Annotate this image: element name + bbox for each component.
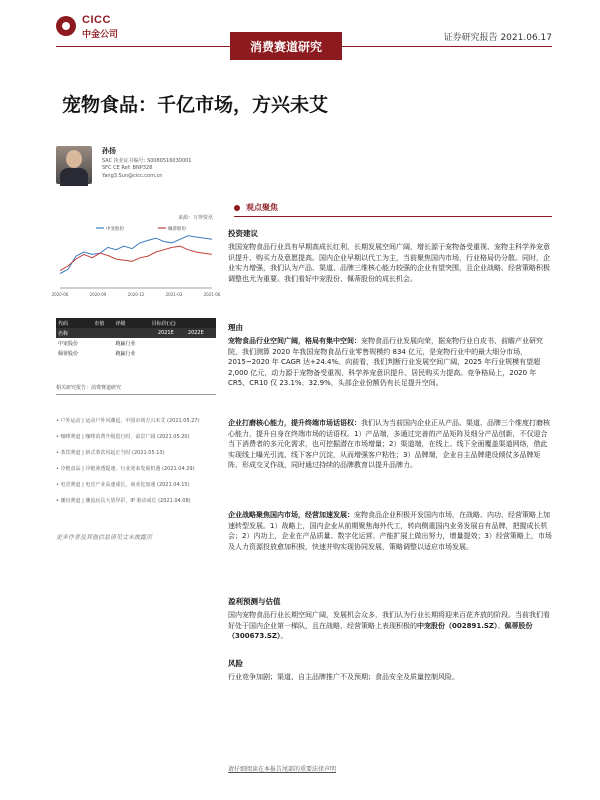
table-cell (92, 338, 113, 348)
report-tag: 证券研究报告 2021.06.17 (443, 33, 552, 43)
table-subheader (92, 328, 113, 338)
series-label: 消费赛道研究 (230, 32, 342, 60)
table-subheader: 名称 (56, 328, 92, 338)
chart-source: 来源：万得资讯 (178, 215, 214, 221)
table-cell (92, 348, 113, 358)
table-cell: 佩蒂股份 (58, 350, 79, 357)
analyst-photo (56, 146, 92, 184)
related-divider (56, 394, 216, 395)
table-cell: 跑赢行业 (115, 350, 136, 357)
reason-p2-lead: 企业打磨核心能力，提升终端市场话语权： (228, 419, 361, 427)
logo-text-cn: 中金公司 (82, 30, 119, 40)
analyst-name: 孙扬 (102, 147, 116, 155)
table-header: 目标价(元) (150, 318, 216, 328)
reason-p2-text: 我们认为当前国内企业正从产品、渠道、品牌三个维度打磨核心能力，提升自身在终端市场的话语权。1）产品端，多通过完善的产品矩阵及细分产品创新，不仅迎合当下消费者的多元化需求，也可挖掘潜在市场增量；2）渠道端，在线上、线下全面覆盖渠道网络，借此实现线上曝光引流、线下客户沉淀，从而增强客户粘性；3）品牌端，企业自主品牌建设倾仗多品牌矩阵，形成交叉作战，同时通过持续的品牌教育以提升品牌力。 (228, 419, 550, 469)
table-cell: 跑赢行业 (115, 340, 136, 347)
series-line-2 (60, 246, 212, 270)
related-report-link[interactable]: • 户外运动 | 运动户外风潮起，中国市场方兴未艾 (2021.05.27) (56, 418, 200, 424)
valuation-stock-2: 佩蒂股份（300673.SZ） (228, 621, 533, 640)
cicc-logo (56, 14, 136, 42)
logo-mark-icon (56, 16, 76, 36)
table-cell (186, 348, 216, 358)
valuation-heading: 盈利预测与估值 (228, 597, 281, 606)
table-cell (186, 338, 216, 348)
table-header: 市值 (92, 318, 113, 328)
table-header: 代码 (56, 318, 92, 328)
stock-table (56, 318, 216, 358)
reason-p1-text: 宠物食品行业发展向荣，据宠物行业白皮书、前瞻产业研究院，我们测算 2020 年我国宠物食品行业零售规模约 834 亿元，是宠物行业中的最大细分市场，2015~2020 年 CAGR 达+24.4%。向前看，我们判断行业发展空间广阔，2025 年行业规模有望超 2,000 亿元，动力源于宠物备受重视、科学养宠意识提升、居民购买力提高。竞争格局上，2020 年 CR5、CR10 仅 23.1%、32.9%，头部企业份额仍有长足提升空间。 (228, 337, 543, 387)
x-tick-label: 2021-06 (203, 292, 221, 297)
legend-label: 佩蒂股份 (168, 227, 186, 232)
table-cell: 中宠股份 (58, 340, 79, 347)
risk-heading: 风险 (228, 659, 243, 668)
x-tick-label: 2020-09 (89, 292, 107, 297)
section-title: 观点聚焦 (246, 203, 278, 212)
legend-label: 中宠股份 (106, 227, 124, 232)
table-row (56, 338, 216, 348)
analyst-sfc: SFC CE Ref: BNP328 (102, 165, 153, 171)
reason-heading: 理由 (228, 323, 243, 332)
table-subheader-row (56, 328, 216, 338)
x-tick-label: 2020-06 (51, 292, 69, 297)
footer-disclaimer-link[interactable]: 请仔细阅读在本报告尾部的重要法律声明 (228, 766, 337, 773)
analyst-email[interactable]: Yang3.Sun@cicc.com.cn (102, 173, 163, 179)
related-reports-title: 相关研究报告：消费赛道研究 (56, 385, 122, 391)
valuation-sep: 、 (497, 621, 505, 630)
table-cell (156, 338, 186, 348)
report-title: 宠物食品：千亿市场，方兴未艾 (62, 94, 329, 116)
section-rule (234, 216, 552, 217)
more-info-note: 更多作者及其他信息请见文末披露页 (56, 534, 153, 541)
reason-p3-lead: 企业战略聚焦国内市场，经营加速发展： (228, 511, 354, 519)
section-bullet-icon (234, 205, 240, 211)
reason-paragraph-3 (228, 510, 552, 552)
reason-paragraph-2 (228, 418, 552, 471)
related-report-link[interactable]: • 电竞赛道 | 电竞产业高速成长，商业化加速 (2021.04.15) (56, 482, 190, 488)
table-row (56, 348, 216, 358)
valuation-end: 。 (280, 632, 288, 640)
analyst-license: SAC 执业证书编号: S0080516030001 (102, 158, 192, 164)
x-tick-label: 2021-03 (165, 292, 183, 297)
valuation-text (228, 610, 552, 642)
valuation-text-pre: 国内宠物食品行业长期空间广阔，发展机会众多，我们认为行业长期将迎来百花齐放的阶段。当前我们看好处于国内企业第一梯队，且在战略、经营策略上表现积极的 (228, 611, 550, 630)
table-header-row (56, 318, 216, 328)
investment-text: 我国宠物食品行业具有早期高成长红利，长期发展空间广阔，增长源于宠物备受重视、宠物主科学养宠意识提升、购买力及意愿提高。国内企业早期以代工为主，当前聚焦国内市场，行业格局仍分散。同时，企业实力增强，我们认为产品、渠道、品牌三维核心能力较强的企业有望突围，且企业战略、经营策略积极调整也尤为重要。我们看好中宠股份、佩蒂股份的成长机会。 (228, 243, 550, 283)
risk-text: 行业竞争加剧；渠道、自主品牌推广不及预期；食品安全及质量控制风险。 (228, 673, 459, 681)
related-report-link[interactable]: • 冷链食品 | 冷链渗透提速，行业迎来发展机遇 (2021.04.29) (56, 466, 195, 472)
x-tick-label: 2020-12 (127, 292, 145, 297)
related-report-link[interactable]: • 潮玩赛道 | 潮流玩具大放异彩，IP 驱动成长 (2021.04.08) (56, 498, 191, 504)
investment-heading: 投资建议 (228, 229, 258, 238)
related-report-link[interactable]: • 茶饮赛道 | 新式茶饮风起正当时 (2021.05.13) (56, 450, 165, 456)
reason-paragraph-1 (228, 336, 552, 389)
reason-p3-text: 宠物食品企业积极开发国内市场，在战略、内功、经营策略上加速转型发展。1）战略上，国内企业从前期聚焦海外代工，转向侧重国内业务发展自有品牌，把握成长机会；2）内功上，企业在产品质量、数字化运营、产能扩展上做出努力，增量提效；3）经营策略上，市场及人力资源投放愈加积极，快速并购实现协同发展，策略调整以适应市场发展。 (228, 511, 552, 551)
logo-text-en: CICC (82, 14, 111, 26)
reason-p1-lead: 宠物食品行业空间广阔，格局有集中空间： (228, 337, 361, 345)
table-subheader (113, 328, 149, 338)
table-subheader: 2021E (156, 328, 186, 338)
stock-price-chart (51, 222, 221, 300)
valuation-stock-1: 中宠股份（002891.SZ） (417, 621, 498, 630)
table-header: 评级 (113, 318, 149, 328)
table-subheader: 2022E (186, 328, 216, 338)
table-cell (156, 348, 186, 358)
related-report-link[interactable]: • 咖啡赛道 | 咖啡消费升级进行时，前景广阔 (2021.05.20) (56, 434, 190, 440)
